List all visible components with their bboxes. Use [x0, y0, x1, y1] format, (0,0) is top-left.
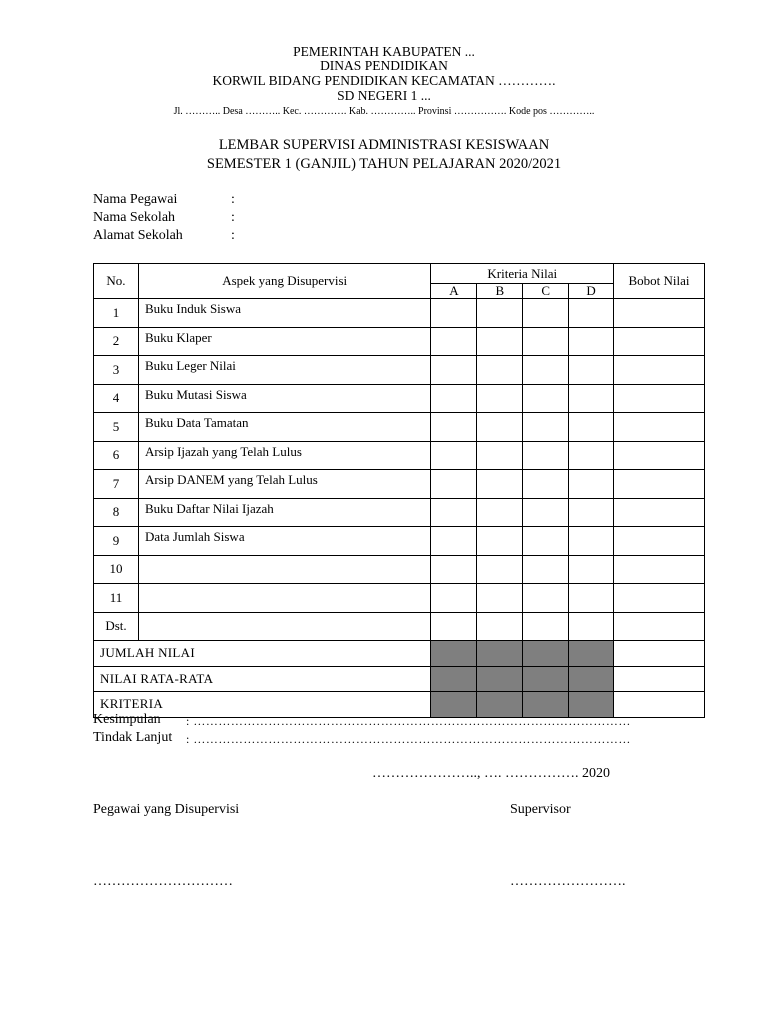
shaded-cell — [569, 666, 614, 692]
row-aspek[interactable] — [138, 555, 430, 584]
row-aspek: Buku Leger Nilai — [138, 356, 430, 385]
cell-bobot[interactable] — [614, 666, 705, 692]
cell-c[interactable] — [523, 498, 569, 527]
cell-a[interactable] — [431, 327, 477, 356]
cell-b[interactable] — [477, 441, 523, 470]
col-header-no: No. — [94, 264, 139, 299]
cell-a[interactable] — [431, 527, 477, 556]
kesimpulan-line[interactable]: : …………………………………………………………………………………………… — [186, 714, 631, 728]
cell-c[interactable] — [523, 441, 569, 470]
cell-d[interactable] — [569, 498, 614, 527]
cell-b[interactable] — [477, 584, 523, 613]
cell-d[interactable] — [569, 441, 614, 470]
row-no: 10 — [94, 555, 139, 584]
pegawai-label: Pegawai yang Disupervisi — [93, 802, 240, 817]
cell-b[interactable] — [477, 299, 523, 328]
row-aspek: Arsip DANEM yang Telah Lulus — [138, 470, 430, 499]
cell-c[interactable] — [523, 584, 569, 613]
kesimpulan-label: Kesimpulan — [93, 712, 161, 727]
supervision-table — [93, 263, 705, 718]
table-row — [94, 470, 705, 499]
header-korwil: KORWIL BIDANG PENDIDIKAN KECAMATAN …………. — [212, 73, 556, 88]
cell-d[interactable] — [569, 356, 614, 385]
row-aspek[interactable] — [138, 612, 430, 641]
row-aspek: Data Jumlah Siswa — [138, 527, 430, 556]
document-title: LEMBAR SUPERVISI ADMINISTRASI KESISWAAN — [218, 137, 550, 153]
document-subtitle: SEMESTER 1 (GANJIL) TAHUN PELAJARAN 2020/2021 — [206, 156, 562, 172]
row-aspek: Buku Data Tamatan — [138, 413, 430, 442]
table-row — [94, 413, 705, 442]
field-alamat-sekolah-colon: : — [231, 228, 235, 243]
cell-a[interactable] — [431, 384, 477, 413]
table-row — [94, 441, 705, 470]
row-no: 5 — [94, 413, 139, 442]
table-row — [94, 584, 705, 613]
table-row — [94, 327, 705, 356]
row-no: 4 — [94, 384, 139, 413]
col-header-kriteria: Kriteria Nilai — [431, 264, 614, 284]
header-government: PEMERINTAH KABUPATEN ... — [293, 44, 475, 59]
field-alamat-sekolah-label: Alamat Sekolah — [93, 228, 183, 243]
cell-bobot[interactable] — [614, 413, 705, 442]
row-aspek: Buku Klaper — [138, 327, 430, 356]
row-aspek: Arsip Ijazah yang Telah Lulus — [138, 441, 430, 470]
cell-d[interactable] — [569, 299, 614, 328]
pegawai-signature-line: ………………………… — [93, 874, 233, 889]
cell-b[interactable] — [477, 612, 523, 641]
cell-d[interactable] — [569, 384, 614, 413]
cell-b[interactable] — [477, 356, 523, 385]
cell-bobot[interactable] — [614, 527, 705, 556]
cell-bobot[interactable] — [614, 555, 705, 584]
cell-bobot[interactable] — [614, 584, 705, 613]
shaded-cell — [477, 666, 523, 692]
header-school: SD NEGERI 1 ... — [337, 88, 431, 103]
cell-c[interactable] — [523, 470, 569, 499]
cell-bobot[interactable] — [614, 356, 705, 385]
cell-a[interactable] — [431, 356, 477, 385]
cell-b[interactable] — [477, 470, 523, 499]
shaded-cell — [431, 641, 477, 667]
field-nama-pegawai-colon: : — [231, 192, 235, 207]
cell-a[interactable] — [431, 413, 477, 442]
cell-b[interactable] — [477, 384, 523, 413]
cell-c[interactable] — [523, 299, 569, 328]
summary-row-rata — [94, 666, 705, 692]
cell-a[interactable] — [431, 441, 477, 470]
header-department: DINAS PENDIDIKAN — [320, 58, 448, 73]
row-no: 1 — [94, 299, 139, 328]
cell-a[interactable] — [431, 612, 477, 641]
shaded-cell — [523, 666, 569, 692]
cell-b[interactable] — [477, 327, 523, 356]
row-aspek[interactable] — [138, 584, 430, 613]
col-header-a: A — [431, 284, 477, 299]
summary-label: NILAI RATA-RATA — [94, 666, 431, 692]
cell-bobot[interactable] — [614, 327, 705, 356]
supervisor-signature-line: ……………………. — [510, 874, 626, 889]
cell-c[interactable] — [523, 384, 569, 413]
cell-d[interactable] — [569, 527, 614, 556]
table-row — [94, 527, 705, 556]
col-header-c: C — [523, 284, 569, 299]
cell-a[interactable] — [431, 555, 477, 584]
col-header-aspek: Aspek yang Disupervisi — [138, 264, 430, 299]
row-no: 3 — [94, 356, 139, 385]
row-no: 6 — [94, 441, 139, 470]
field-nama-sekolah-colon: : — [231, 210, 235, 225]
cell-a[interactable] — [431, 299, 477, 328]
cell-bobot[interactable] — [614, 641, 705, 667]
row-no: Dst. — [94, 612, 139, 641]
shaded-cell — [523, 641, 569, 667]
date-line: ………………….., …. ……………. 2020 — [372, 766, 610, 781]
header-address: Jl. ……….. Desa ……….. Kec. …………. Kab. ………….. Provinsi ……………. Kode pos ………….. — [173, 106, 595, 117]
summary-row-jumlah — [94, 641, 705, 667]
shaded-cell — [569, 641, 614, 667]
row-aspek: Buku Daftar Nilai Ijazah — [138, 498, 430, 527]
cell-bobot[interactable] — [614, 299, 705, 328]
col-header-d: D — [569, 284, 614, 299]
row-no: 2 — [94, 327, 139, 356]
field-nama-pegawai-label: Nama Pegawai — [93, 192, 178, 207]
summary-label: JUMLAH NILAI — [94, 641, 431, 667]
cell-bobot[interactable] — [614, 612, 705, 641]
cell-bobot[interactable] — [614, 384, 705, 413]
table-row — [94, 356, 705, 385]
tindak-lanjut-label: Tindak Lanjut — [93, 730, 173, 745]
field-nama-sekolah-label: Nama Sekolah — [93, 210, 176, 225]
row-aspek: Buku Induk Siswa — [138, 299, 430, 328]
cell-a[interactable] — [431, 584, 477, 613]
cell-c[interactable] — [523, 527, 569, 556]
cell-c[interactable] — [523, 327, 569, 356]
cell-bobot[interactable] — [614, 498, 705, 527]
row-no: 7 — [94, 470, 139, 499]
col-header-bobot: Bobot Nilai — [614, 264, 705, 299]
cell-d[interactable] — [569, 555, 614, 584]
cell-b[interactable] — [477, 498, 523, 527]
row-no: 9 — [94, 527, 139, 556]
summary-label: KRITERIA — [94, 692, 431, 718]
shaded-cell — [431, 666, 477, 692]
cell-d[interactable] — [569, 413, 614, 442]
cell-c[interactable] — [523, 555, 569, 584]
cell-c[interactable] — [523, 612, 569, 641]
cell-a[interactable] — [431, 470, 477, 499]
cell-b[interactable] — [477, 555, 523, 584]
cell-bobot[interactable] — [614, 441, 705, 470]
cell-d[interactable] — [569, 470, 614, 499]
cell-d[interactable] — [569, 584, 614, 613]
table-row — [94, 612, 705, 641]
cell-b[interactable] — [477, 413, 523, 442]
cell-b[interactable] — [477, 527, 523, 556]
row-no: 11 — [94, 584, 139, 613]
cell-bobot[interactable] — [614, 470, 705, 499]
table-row — [94, 299, 705, 328]
table-row — [94, 555, 705, 584]
cell-c[interactable] — [523, 413, 569, 442]
table-row — [94, 384, 705, 413]
row-no: 8 — [94, 498, 139, 527]
supervisor-label: Supervisor — [510, 802, 571, 817]
cell-d[interactable] — [569, 327, 614, 356]
cell-d[interactable] — [569, 612, 614, 641]
table-row — [94, 498, 705, 527]
shaded-cell — [477, 641, 523, 667]
row-aspek: Buku Mutasi Siswa — [138, 384, 430, 413]
col-header-b: B — [477, 284, 523, 299]
cell-c[interactable] — [523, 356, 569, 385]
cell-a[interactable] — [431, 498, 477, 527]
tindak-lanjut-line[interactable]: : …………………………………………………………………………………………… — [186, 732, 631, 746]
